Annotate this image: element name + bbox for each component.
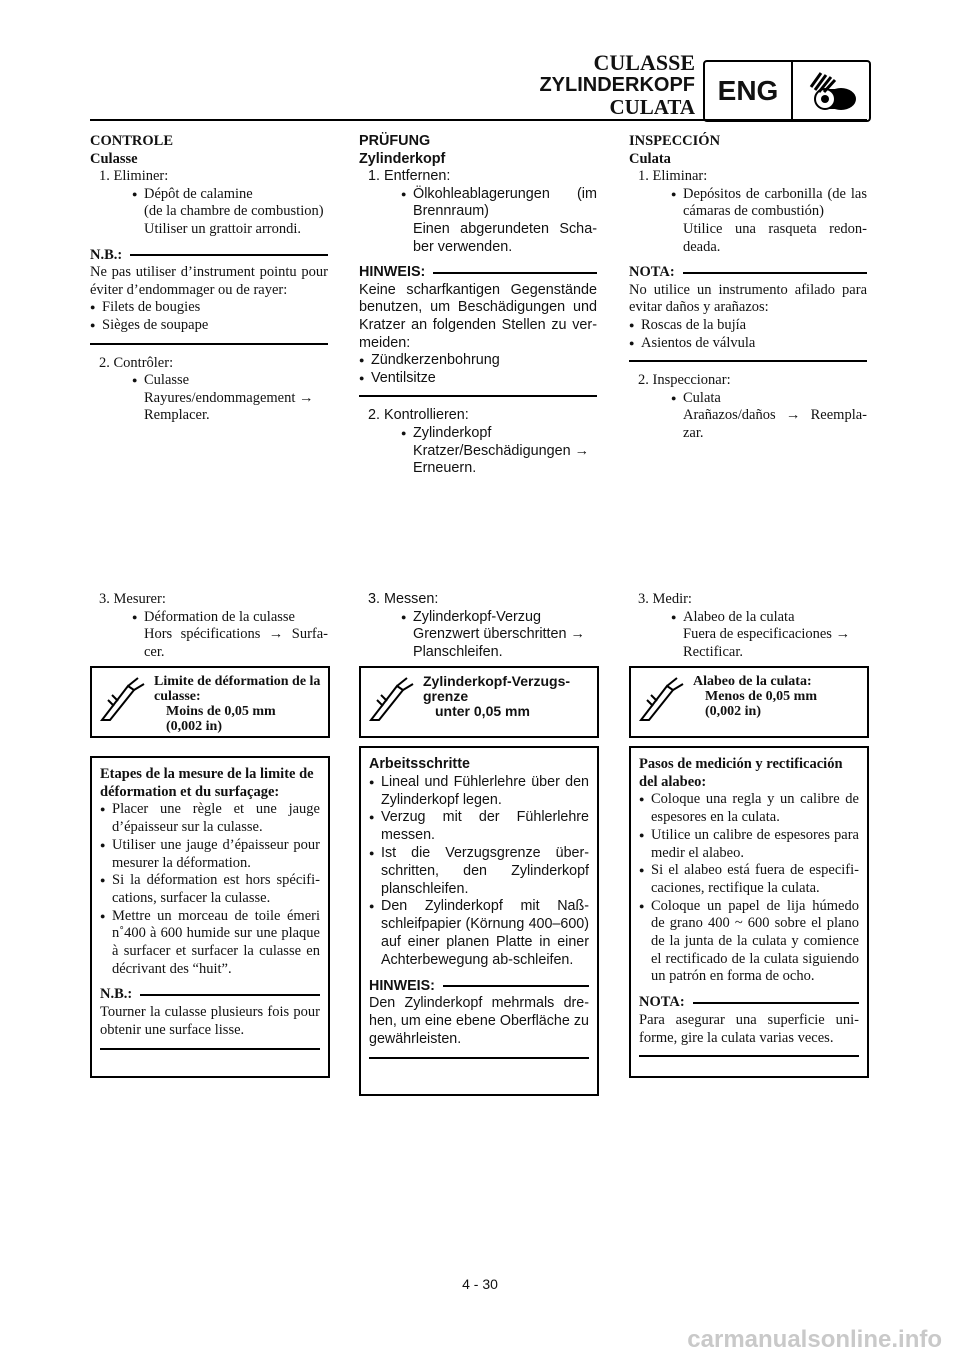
fr-spec-box	[90, 666, 330, 738]
fr-proc-item4: ● Mettre un morceau de toile émeri n˚400 à 600 humide sur une plaque à surfacer et surfacer la culasse en décrivant des “huit”.	[100, 908, 320, 979]
header-rule	[90, 119, 867, 121]
header-titles	[539, 52, 695, 118]
de-procedure-box	[359, 746, 599, 1096]
de-proc-note-label-text: HINWEIS:	[369, 977, 435, 994]
de-step1-item: ● Ölkohleablagerungen (im Brennraum)	[359, 186, 597, 221]
de-note-item1: ● Zündkerzenbohrung	[359, 352, 597, 370]
de-note-label	[359, 264, 597, 282]
fr-spec-text	[154, 674, 322, 734]
de-proc-note-label	[369, 978, 589, 996]
de-step3-item: ● Zylinderkopf-Verzug	[359, 609, 597, 627]
fr-heading: CONTROLE	[90, 133, 173, 149]
fr-column	[90, 133, 328, 425]
es-proc-item2: ● Utilice un calibre de espesores para medir el alabeo.	[639, 827, 859, 862]
fr-step3-line2: Hors spécifications → Surfa-cer.	[144, 626, 328, 660]
es-note-item2: ● Asientos de válvula	[629, 335, 867, 353]
fr-note-item2: ● Sièges de soupape	[90, 317, 328, 335]
fr-note-item1: ● Filets de bougies	[90, 299, 328, 317]
engine-piston-icon	[793, 62, 869, 120]
caliper-icon	[98, 676, 146, 724]
es-step2-line2: Arañazos/daños → Reempla-zar.	[683, 407, 867, 441]
de-step1-line3: Einen abgerundeten Scha-ber verwenden.	[413, 220, 597, 255]
es-note-label-text: NOTA:	[629, 264, 675, 281]
fr-step2: 2. Contrôler:	[99, 354, 174, 371]
de-proc-item1: ● Lineal und Fühlerlehre über den Zylinderkopf legen.	[369, 774, 589, 810]
de-step1: 1. Entfernen:	[368, 168, 451, 185]
de-step2-line2: Kratzer/Beschädigungen →	[413, 442, 589, 459]
fr-proc-item2: ● Utiliser une jauge d’épaisseur pour mesurer la déformation.	[100, 837, 320, 872]
de-column	[359, 133, 597, 478]
fr-spec-value: Moins de 0,05 mm	[166, 704, 276, 719]
es-step3-line2: Fuera de especificaciones →	[683, 626, 851, 643]
badge-label: ENG	[705, 62, 793, 120]
es-spec-value: Menos de 0,05 mm	[705, 689, 817, 704]
title-de: ZYLINDERKOPF	[539, 74, 695, 96]
fr-proc-item3: ● Si la déformation est hors spécifi-cations, surfacer la culasse.	[100, 872, 320, 907]
es-step1-item: ● Depósitos de carbonilla (de las cámaras de combustión)	[629, 186, 867, 221]
es-step3-item: ● Alabeo de la culata	[629, 609, 867, 627]
es-step3	[629, 591, 867, 661]
fr-subheading: Culasse	[90, 150, 138, 167]
de-spec-text	[423, 674, 591, 719]
de-subheading: Zylinderkopf	[359, 150, 446, 167]
es-spec-text	[693, 674, 861, 719]
fr-step1-item: ● Dépôt de calamine	[90, 186, 328, 204]
de-step3-line3: Planschleifen.	[413, 643, 503, 660]
es-proc-item4: ● Coloque un papel de lija húmedo de grano 400 ~ 600 sobre el plano de la junta de la culata y comience el rectificado de la culata siguiendo un patrón en forma de ocho.	[639, 898, 859, 987]
fr-note-end-rule	[90, 343, 328, 345]
fr-step1-line2: (de la chambre de combustion)	[144, 203, 324, 220]
es-spec-value2: (0,002 in)	[705, 704, 761, 719]
fr-note-label-text: N.B.:	[90, 246, 123, 263]
de-note-end-rule	[359, 395, 597, 397]
es-step3-line3: Rectificar.	[683, 643, 743, 660]
de-proc-item4: ● Den Zylinderkopf mit Naß-schleifpapier (Körnung 400–600) auf einer planen Platte in einer Achterbewegung ab-schleifen.	[369, 898, 589, 969]
es-column	[629, 133, 867, 443]
fr-proc-note-label	[100, 986, 320, 1004]
title-fr: CULASSE	[593, 50, 695, 75]
de-heading: PRÜFUNG	[359, 133, 431, 149]
page-number: 4 - 30	[462, 1276, 498, 1292]
de-proc-title: Arbeitsschritte	[369, 756, 470, 772]
de-step3-line2: Grenzwert überschritten →	[413, 626, 585, 643]
title-es: CULATA	[609, 95, 695, 119]
fr-proc-note-text: Tourner la culasse plusieurs fois pour obtenir une surface lisse.	[100, 1004, 320, 1038]
fr-step3	[90, 591, 328, 661]
es-heading: INSPECCIÓN	[629, 133, 721, 149]
es-spec-title: Alabeo de la culata:	[693, 674, 812, 689]
de-spec-value: unter 0,05 mm	[435, 703, 530, 719]
fr-step2-line3: Remplacer.	[144, 407, 210, 424]
es-step2: 2. Inspeccionar:	[638, 372, 731, 389]
es-proc-title: Pasos de medición y rectificación del alabeo:	[639, 756, 843, 790]
fr-step3-item: ● Déformation de la culasse	[90, 609, 328, 627]
es-note-end-rule	[629, 360, 867, 362]
es-note-label	[629, 264, 867, 282]
de-proc-note-text: Den Zylinderkopf mehrmals dre-hen, um eine ebene Oberfläche zu gewährleisten.	[369, 995, 589, 1047]
fr-proc-note-end	[100, 1048, 320, 1050]
de-step2-item: ● Zylinderkopf	[359, 425, 597, 443]
es-step1: 1. Eliminar:	[638, 168, 708, 185]
de-spec-title: Zylinderkopf-Verzugs-grenze	[423, 673, 571, 704]
de-step3	[359, 591, 597, 661]
fr-note-text: Ne pas utiliser d’instrument pointu pour éviter d’endommager ou de rayer:	[90, 264, 328, 298]
es-note-text: No utilice un instrumento afilado para evitar daños y arañazos:	[629, 281, 867, 316]
fr-step3-label: 3. Mesurer:	[99, 591, 166, 607]
fr-spec-title: Limite de déformation de la culasse:	[154, 674, 321, 704]
es-step1-line3: Utilice una rasqueta redon-deada.	[683, 220, 867, 255]
caliper-icon	[637, 676, 685, 724]
caliper-icon	[367, 676, 415, 724]
fr-step2-line2: Rayures/endommagement →	[144, 389, 314, 406]
fr-proc-title: Etapes de la mesure de la limite de déformation et du surfaçage:	[100, 766, 314, 800]
es-subheading: Culata	[629, 150, 671, 167]
de-step3-label: 3. Messen:	[368, 591, 439, 607]
es-proc-note-text: Para asegurar una superficie uni-forme, gire la culata varias veces.	[639, 1011, 859, 1046]
de-spec-box	[359, 666, 599, 738]
es-proc-item3: ● Si el alabeo está fuera de especifi-caciones, rectifique la culata.	[639, 862, 859, 897]
es-proc-note-label-text: NOTA:	[639, 994, 685, 1011]
de-proc-item2: ● Verzug mit der Fühlerlehre messen.	[369, 809, 589, 845]
es-proc-note-end	[639, 1055, 859, 1057]
de-proc-item3: ● Ist die Verzugsgrenze über-schritten, den Zylinderkopf planschleifen.	[369, 845, 589, 898]
fr-step1: 1. Eliminer:	[99, 168, 169, 185]
fr-step1-line3: Utiliser un grattoir arrondi.	[144, 220, 302, 237]
es-procedure-box	[629, 746, 869, 1078]
de-step2-line3: Erneuern.	[413, 460, 477, 477]
fr-procedure-box	[90, 756, 330, 1078]
de-step2: 2. Kontrollieren:	[368, 407, 469, 424]
fr-proc-note-label-text: N.B.:	[100, 986, 133, 1003]
fr-step2-item: ● Culasse	[90, 372, 328, 390]
fr-note-label	[90, 247, 328, 265]
section-badge	[703, 60, 871, 122]
es-proc-note-label	[639, 994, 859, 1012]
es-note-item1: ● Roscas de la bujía	[629, 317, 867, 335]
de-note-item2: ● Ventilsitze	[359, 370, 597, 388]
es-step3-label: 3. Medir:	[638, 591, 692, 607]
de-note-text: Keine scharfkantigen Gegenstände benutzen, um Beschädigungen und Kratzer an folgenden Stellen zu ver-meiden:	[359, 281, 597, 351]
footer-watermark[interactable]: carmanualsonline.info	[687, 1326, 942, 1353]
de-note-label-text: HINWEIS:	[359, 264, 426, 281]
es-spec-box	[629, 666, 869, 738]
es-proc-item1: ● Coloque una regla y un calibre de espesores en la culata.	[639, 791, 859, 826]
fr-spec-value2: (0,002 in)	[166, 719, 222, 734]
de-proc-note-end	[369, 1057, 589, 1059]
es-step2-item: ● Culata	[629, 390, 867, 408]
fr-proc-item1: ● Placer une règle et une jauge d’épaisseur sur la culasse.	[100, 801, 320, 836]
